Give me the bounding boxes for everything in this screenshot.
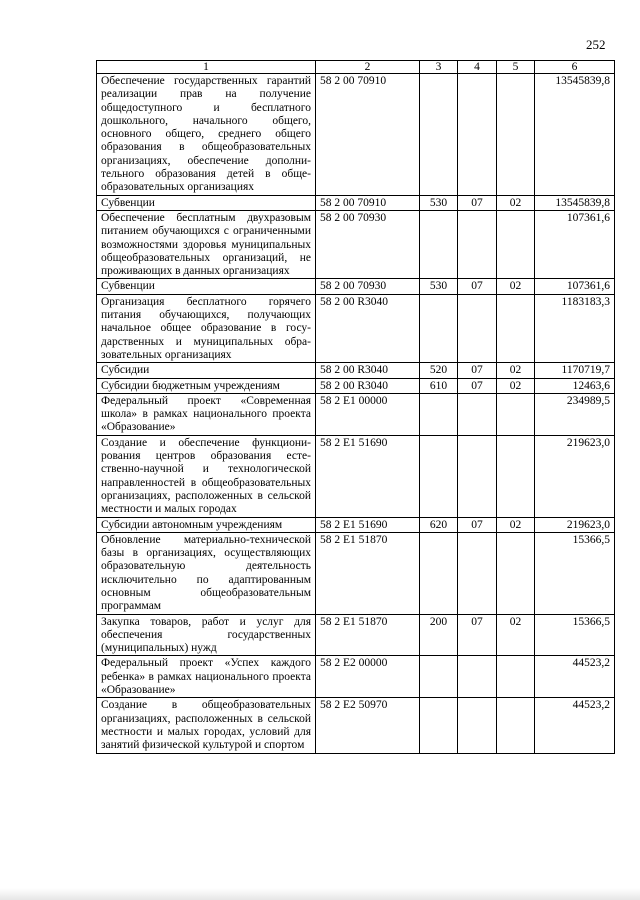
row-code-cell: 58 2 E1 51690 bbox=[316, 435, 420, 517]
row-name-cell: Организация бесплатного горячего питания обучающихся, получающих начальное общее образование в государственных и муниципальных образовательных организациях bbox=[97, 294, 316, 362]
row-column-5-cell bbox=[497, 656, 535, 698]
table-row bbox=[97, 210, 615, 278]
row-amount-cell: 12463,6 bbox=[535, 378, 615, 393]
row-amount-cell: 107361,6 bbox=[535, 210, 615, 278]
row-column-4-cell bbox=[458, 435, 497, 517]
row-code-cell: 58 2 E1 00000 bbox=[316, 393, 420, 435]
row-column-4-cell bbox=[458, 393, 497, 435]
row-column-4-cell bbox=[458, 532, 497, 614]
row-name-cell: Обеспечение государственных гарантий реализации прав на получение общедоступного и бесплатного дошкольного, начального общего, основного общего, среднего общего образования в общеобразовательных организациях, обеспечение дополнительного образования детей в общеобразовательных организациях bbox=[97, 74, 316, 196]
column-header-4: 4 bbox=[458, 61, 497, 74]
row-column-5-cell: 02 bbox=[497, 614, 535, 656]
row-column-4-cell: 07 bbox=[458, 614, 497, 656]
row-column-5-cell bbox=[497, 532, 535, 614]
column-header-1: 1 bbox=[97, 61, 316, 74]
row-code-cell: 58 2 00 R3040 bbox=[316, 378, 420, 393]
row-code-cell: 58 2 E1 51870 bbox=[316, 614, 420, 656]
row-code-cell: 58 2 00 70930 bbox=[316, 279, 420, 294]
row-amount-cell: 13545839,8 bbox=[535, 74, 615, 196]
column-header-2: 2 bbox=[316, 61, 420, 74]
row-name-cell: Создание в общеобразовательных организациях, расположенных в сельской местности и малых городах, условий для занятий физической культурой и спортом bbox=[97, 698, 316, 753]
row-amount-cell: 1183183,3 bbox=[535, 294, 615, 362]
row-column-3-cell: 620 bbox=[420, 517, 458, 532]
table-row bbox=[97, 517, 615, 532]
row-column-3-cell bbox=[420, 393, 458, 435]
row-name-cell: Субсидии бюджетным учреждениям bbox=[97, 378, 316, 393]
column-header-3: 3 bbox=[420, 61, 458, 74]
table-header-row bbox=[97, 61, 615, 74]
row-name-cell: Обновление материально-технической базы в организациях, осуществляющих образовательную деятельность исключительно по адаптированным основным общеобразовательным программам bbox=[97, 532, 316, 614]
row-amount-cell: 107361,6 bbox=[535, 279, 615, 294]
row-column-3-cell: 520 bbox=[420, 363, 458, 378]
row-column-4-cell: 07 bbox=[458, 279, 497, 294]
row-name-cell: Закупка товаров, работ и услуг для обеспечения государственных (муниципальных) нужд bbox=[97, 614, 316, 656]
row-column-5-cell: 02 bbox=[497, 378, 535, 393]
row-name-cell: Создание и обеспечение функционирования центров образования естественно-научной и технологической направленностей в общеобразовательных организациях, расположенных в сельской местности и малых городах bbox=[97, 435, 316, 517]
row-name-cell: Субсидии автономным учреждениям bbox=[97, 517, 316, 532]
table-row bbox=[97, 435, 615, 517]
table-row bbox=[97, 74, 615, 196]
row-name-cell: Обеспечение бесплатным двухразовым питанием обучающихся с ограниченными возможностями здоровья муниципальных общеобразовательных организаций, не проживающих в данных организациях bbox=[97, 210, 316, 278]
row-column-5-cell: 02 bbox=[497, 517, 535, 532]
row-column-3-cell bbox=[420, 210, 458, 278]
table-row bbox=[97, 532, 615, 614]
column-header-5: 5 bbox=[497, 61, 535, 74]
row-column-4-cell bbox=[458, 656, 497, 698]
row-column-5-cell: 02 bbox=[497, 363, 535, 378]
row-column-4-cell: 07 bbox=[458, 363, 497, 378]
row-code-cell: 58 2 E1 51870 bbox=[316, 532, 420, 614]
row-code-cell: 58 2 00 70910 bbox=[316, 195, 420, 210]
row-name-cell: Субвенции bbox=[97, 195, 316, 210]
table-row bbox=[97, 363, 615, 378]
row-column-4-cell bbox=[458, 210, 497, 278]
row-column-5-cell bbox=[497, 210, 535, 278]
table-row bbox=[97, 656, 615, 698]
scan-edge-shadow bbox=[0, 888, 640, 900]
row-amount-cell: 219623,0 bbox=[535, 517, 615, 532]
row-code-cell: 58 2 E2 00000 bbox=[316, 656, 420, 698]
row-column-5-cell: 02 bbox=[497, 279, 535, 294]
row-column-3-cell bbox=[420, 656, 458, 698]
row-column-3-cell bbox=[420, 74, 458, 196]
row-column-4-cell: 07 bbox=[458, 195, 497, 210]
row-amount-cell: 13545839,8 bbox=[535, 195, 615, 210]
row-column-3-cell: 530 bbox=[420, 195, 458, 210]
page-number: 252 bbox=[586, 37, 606, 52]
table-row bbox=[97, 294, 615, 362]
row-column-3-cell: 200 bbox=[420, 614, 458, 656]
row-name-cell: Субсидии bbox=[97, 363, 316, 378]
row-amount-cell: 15366,5 bbox=[535, 614, 615, 656]
row-amount-cell: 219623,0 bbox=[535, 435, 615, 517]
row-amount-cell: 15366,5 bbox=[535, 532, 615, 614]
table-row bbox=[97, 279, 615, 294]
row-column-4-cell bbox=[458, 74, 497, 196]
row-column-5-cell: 02 bbox=[497, 195, 535, 210]
row-code-cell: 58 2 00 70930 bbox=[316, 210, 420, 278]
row-column-5-cell bbox=[497, 74, 535, 196]
row-amount-cell: 1170719,7 bbox=[535, 363, 615, 378]
row-column-3-cell bbox=[420, 294, 458, 362]
row-amount-cell: 44523,2 bbox=[535, 656, 615, 698]
row-column-3-cell bbox=[420, 435, 458, 517]
row-code-cell: 58 2 E2 50970 bbox=[316, 698, 420, 753]
table-row bbox=[97, 614, 615, 656]
row-column-4-cell: 07 bbox=[458, 517, 497, 532]
row-column-3-cell bbox=[420, 532, 458, 614]
row-code-cell: 58 2 00 70910 bbox=[316, 74, 420, 196]
row-column-3-cell: 530 bbox=[420, 279, 458, 294]
row-name-cell: Федеральный проект «Современная школа» в рамках национального проекта «Образование» bbox=[97, 393, 316, 435]
row-name-cell: Субвенции bbox=[97, 279, 316, 294]
row-amount-cell: 234989,5 bbox=[535, 393, 615, 435]
column-header-6: 6 bbox=[535, 61, 615, 74]
table-row bbox=[97, 393, 615, 435]
row-code-cell: 58 2 E1 51690 bbox=[316, 517, 420, 532]
table-row bbox=[97, 378, 615, 393]
table-row bbox=[97, 698, 615, 753]
row-code-cell: 58 2 00 R3040 bbox=[316, 294, 420, 362]
budget-table bbox=[96, 60, 615, 754]
row-column-4-cell: 07 bbox=[458, 378, 497, 393]
row-column-5-cell bbox=[497, 393, 535, 435]
row-column-4-cell bbox=[458, 294, 497, 362]
row-column-3-cell: 610 bbox=[420, 378, 458, 393]
row-column-5-cell bbox=[497, 698, 535, 753]
row-name-cell: Федеральный проект «Успех каждого ребенка» в рамках национального проекта «Образование» bbox=[97, 656, 316, 698]
row-column-3-cell bbox=[420, 698, 458, 753]
row-column-4-cell bbox=[458, 698, 497, 753]
row-column-5-cell bbox=[497, 435, 535, 517]
row-code-cell: 58 2 00 R3040 bbox=[316, 363, 420, 378]
row-amount-cell: 44523,2 bbox=[535, 698, 615, 753]
row-column-5-cell bbox=[497, 294, 535, 362]
table-row bbox=[97, 195, 615, 210]
